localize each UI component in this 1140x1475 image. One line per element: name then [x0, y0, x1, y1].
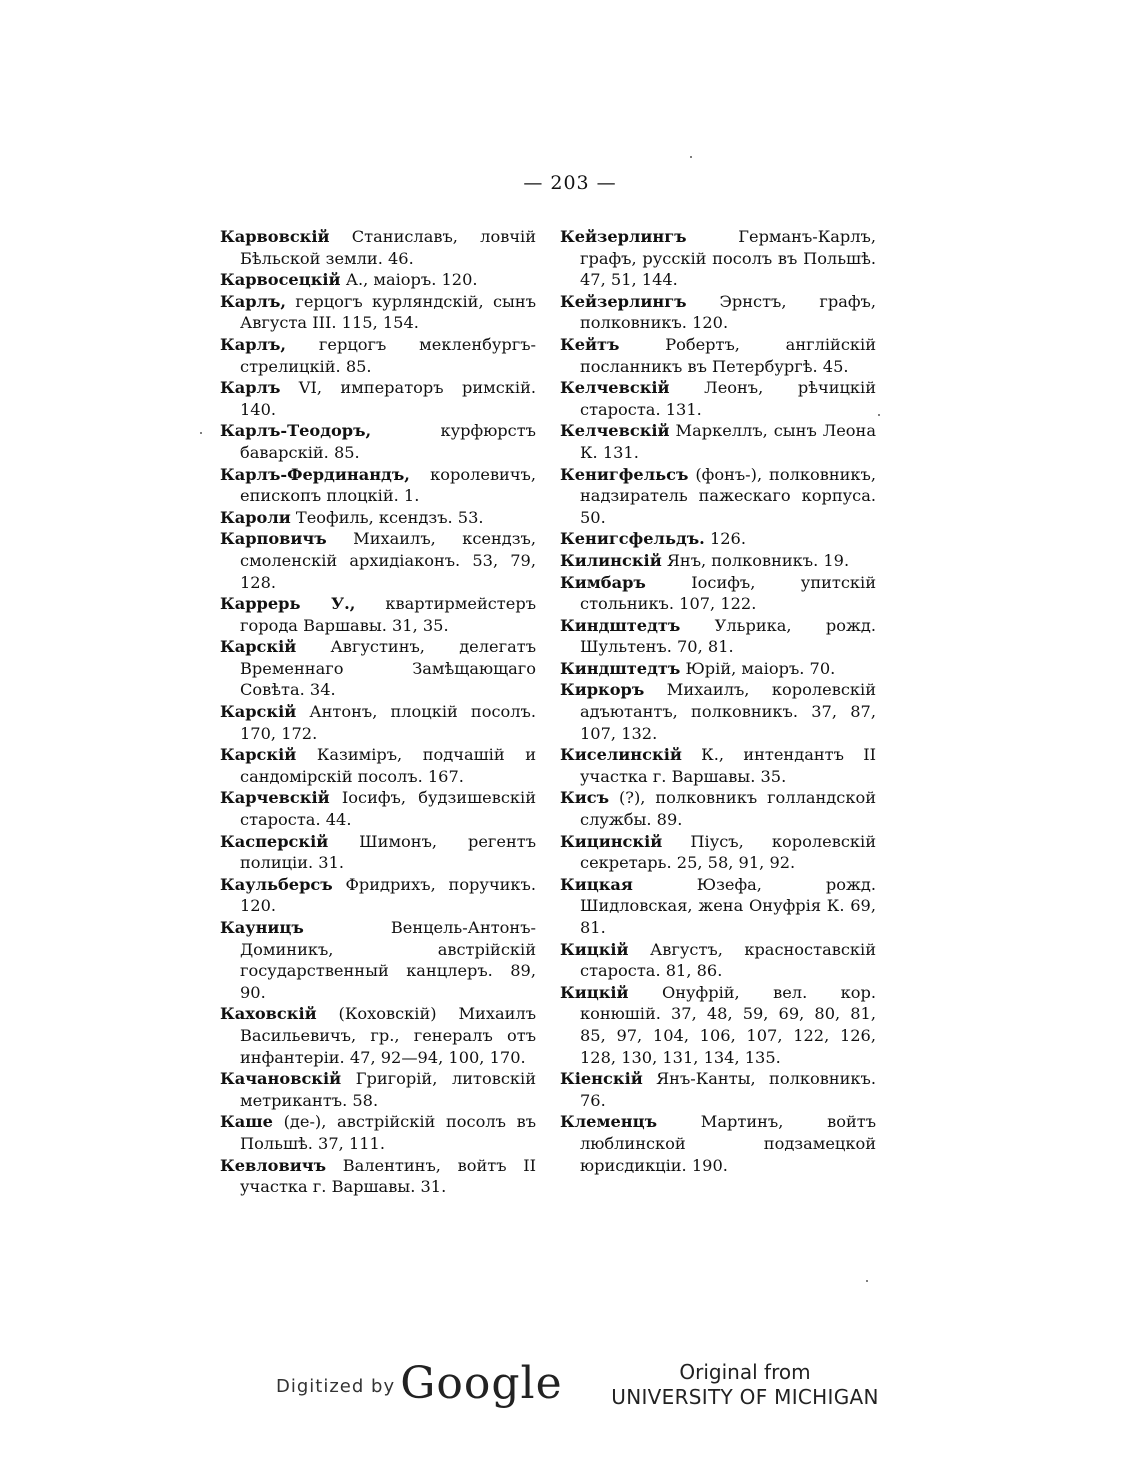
entry-text: квартирмейстеръ города Варшавы. 31, 35.	[240, 594, 536, 635]
entry-name: Кицкая	[560, 874, 633, 894]
entry-name: Карскій	[220, 702, 297, 722]
entry-name: Киндштедтъ	[560, 615, 681, 635]
entry-text: VI, императоръ римскій. 140.	[240, 378, 536, 419]
entry-name: Кенигфельсъ	[560, 464, 689, 484]
index-entry	[560, 658, 876, 680]
index-entry	[220, 420, 536, 463]
index-entry	[220, 636, 536, 701]
index-entry	[560, 226, 876, 291]
digitized-by-google	[276, 1358, 563, 1409]
entry-text: (фонъ-), полковникъ, надзиратель пажескаго корпуса. 50.	[580, 464, 876, 527]
entry-name: Касперскій	[220, 831, 329, 851]
entry-name: Карлъ	[220, 378, 281, 398]
index-entry	[220, 874, 536, 917]
index-entry	[220, 291, 536, 334]
index-entry	[560, 528, 876, 550]
entry-name: Карвосецкій	[220, 270, 341, 290]
entry-name: Карлъ,	[220, 291, 286, 311]
entry-text: Янъ, полковникъ. 19.	[661, 550, 850, 570]
entry-name: Кисъ	[560, 788, 610, 808]
entry-text: Юрій, маіоръ. 70.	[680, 658, 836, 678]
entry-text: Мартинъ, войтъ люблинской подзамецкой юрисдикціи. 190.	[580, 1112, 876, 1175]
entry-text: Іосифъ, упитскій стольникъ. 107, 122.	[580, 572, 876, 614]
entry-text: Августинъ, делегатъ Временнаго Замѣщающаго Совѣта. 34.	[240, 637, 536, 700]
entry-name: Клеменцъ	[560, 1112, 658, 1132]
entry-name: Кицкій	[560, 982, 629, 1002]
entry-name: Киселинскій	[560, 745, 682, 765]
entry-name: Келчевскій	[560, 378, 670, 398]
entry-name: Карлъ-Теодоръ,	[220, 421, 372, 441]
left-column	[220, 226, 536, 1198]
page-number: — 203 —	[523, 172, 617, 194]
entry-text: Антонъ, плоцкій посолъ. 170, 172.	[240, 702, 536, 743]
index-entry	[220, 1111, 536, 1154]
index-entry	[560, 982, 876, 1068]
entry-text: Робертъ, англійскій посланникъ въ Петербургѣ. 45.	[580, 334, 876, 376]
entry-name: Качановскій	[220, 1069, 342, 1089]
entry-text: (?), полковникъ голландской службы. 89.	[580, 788, 876, 830]
entry-name: Карповичъ	[220, 529, 327, 549]
entry-text: Юзефа, рожд. Шидловская, жена Онуфрія К. 69, 81.	[580, 874, 876, 937]
index-entry	[560, 334, 876, 377]
entry-name: Каше	[220, 1112, 273, 1132]
index-entry	[220, 917, 536, 1003]
entry-name: Карскій	[220, 745, 297, 765]
entry-text: герцогъ курляндскій, сынъ Августа III. 115, 154.	[240, 291, 536, 333]
index-entry	[560, 744, 876, 787]
scan-speck	[866, 1280, 868, 1282]
entry-text: Эрнстъ, графъ, полковникъ. 120.	[580, 291, 876, 333]
entry-text: К., интендантъ II участка г. Варшавы. 35.	[580, 745, 876, 786]
index-entry	[220, 744, 536, 787]
entry-name: Кейзерлингъ	[560, 227, 687, 246]
index-entry	[220, 593, 536, 636]
entry-text: А., маіоръ. 120.	[340, 270, 478, 290]
entry-text: Піусъ, королевскій секретарь. 25, 58, 91, 92.	[580, 831, 876, 873]
index-entry	[560, 874, 876, 939]
entry-text: Іосифъ, будзишевскій староста. 44.	[240, 788, 536, 830]
index-entry	[220, 831, 536, 874]
index-entry	[560, 679, 876, 744]
index-entry	[220, 701, 536, 744]
entry-name: Кицинскій	[560, 831, 663, 851]
entry-name: Келчевскій	[560, 421, 670, 441]
entry-name: Карлъ-Фердинандъ,	[220, 464, 410, 484]
index-entry	[560, 831, 876, 874]
index-entry	[560, 291, 876, 334]
scan-speck	[200, 432, 202, 434]
original-from-label: Original from	[679, 1360, 811, 1384]
index-entry	[560, 1111, 876, 1176]
entry-text: курфюрстъ баварскій. 85.	[240, 421, 536, 462]
entry-text: Казиміръ, подчашій и сандомірскій посолъ. 167.	[240, 745, 536, 786]
entry-text: Теофиль, ксендзъ. 53.	[290, 507, 484, 527]
entry-text: (Коховскій) Михаилъ Васильевичъ, гр., генералъ отъ инфантеріи. 47, 92—94, 100, 170.	[240, 1004, 536, 1067]
digitized-prefix: Digitized by	[276, 1376, 396, 1397]
index-entry	[220, 787, 536, 830]
google-logo: Google	[400, 1358, 563, 1409]
entry-text: Венцель-Антонъ-Доминикъ, австрійскій государственный канцлеръ. 89, 90.	[240, 918, 536, 1002]
entry-name: Карвовскій	[220, 227, 330, 246]
entry-text: (де-), австрійскій посолъ въ Польшѣ. 37, 111.	[240, 1112, 536, 1153]
index-entry	[220, 1068, 536, 1111]
scan-speck	[878, 414, 880, 416]
index-entry	[220, 528, 536, 593]
index-entry	[560, 1068, 876, 1111]
entry-text: 126.	[704, 529, 746, 549]
entry-text: Онуфрій, вел. кор. конюшій. 37, 48, 59, 69, 80, 81, 85, 97, 104, 106, 107, 122, 126, 128, 130, 131, 134, 135.	[580, 982, 876, 1067]
entry-text: Шимонъ, регентъ полиціи. 31.	[240, 831, 536, 873]
entry-name: Кевловичъ	[220, 1155, 327, 1175]
index-entry	[560, 420, 876, 463]
index-entry	[560, 464, 876, 529]
index-entry	[560, 550, 876, 572]
index-entry	[560, 377, 876, 420]
scan-speck	[690, 156, 692, 158]
entry-text: королевичъ, епископъ плоцкій. 1.	[240, 464, 536, 506]
right-column	[560, 226, 876, 1176]
entry-name: Кимбаръ	[560, 572, 646, 592]
index-entry	[560, 615, 876, 658]
entry-name: Каульберсъ	[220, 874, 333, 894]
entry-text: Леонъ, рѣчицкій староста. 131.	[580, 378, 876, 419]
university-name: UNIVERSITY OF MICHIGAN	[611, 1385, 879, 1409]
entry-text: Ульрика, рожд. Шультенъ. 70, 81.	[580, 615, 876, 657]
entry-name: Каховскій	[220, 1004, 317, 1024]
index-entry	[220, 464, 536, 507]
entry-text: Маркеллъ, сынъ Леона К. 131.	[580, 421, 876, 462]
entry-name: Каррерь У.,	[220, 594, 356, 614]
entry-name: Киндштедтъ	[560, 658, 681, 678]
index-entry	[560, 939, 876, 982]
entry-text: Михаилъ, ксендзъ, смоленскій архидіаконъ. 53, 79, 128.	[240, 529, 536, 592]
entry-name: Кицкій	[560, 939, 629, 959]
index-entry	[220, 377, 536, 420]
entry-text: Августъ, красноставскій староста. 81, 86.	[580, 939, 876, 981]
entry-text: Станиславъ, ловчій Бѣльской земли. 46.	[240, 227, 536, 268]
entry-name: Карлъ,	[220, 334, 286, 354]
entry-name: Карскій	[220, 637, 297, 657]
index-entry	[220, 334, 536, 377]
entry-name: Кейтъ	[560, 334, 620, 354]
entry-name: Карчевскій	[220, 788, 330, 808]
index-entry	[220, 1155, 536, 1198]
index-entry	[560, 787, 876, 830]
entry-text: герцогъ мекленбургъ-стрелицкій. 85.	[240, 334, 536, 376]
index-entry	[220, 1003, 536, 1068]
index-entry	[220, 269, 536, 291]
entry-name: Кауницъ	[220, 918, 304, 937]
entry-name: Кіенскій	[560, 1069, 643, 1089]
entry-text: Михаилъ, королевскій адъютантъ, полковникъ. 37, 87, 107, 132.	[580, 680, 876, 743]
entry-text: Григорій, литовскій метрикантъ. 58.	[240, 1069, 536, 1110]
entry-text: Фридрихъ, поручикъ. 120.	[240, 874, 536, 916]
footer-watermark	[0, 1358, 1140, 1418]
entry-text: Германъ-Карлъ, графъ, русскій посолъ въ Польшѣ. 47, 51, 144.	[580, 227, 876, 290]
entry-name: Кароли	[220, 507, 291, 527]
entry-name: Киркоръ	[560, 680, 645, 700]
entry-name: Кейзерлингъ	[560, 291, 687, 311]
original-from	[600, 1360, 890, 1410]
entry-name: Килинскій	[560, 550, 662, 570]
entry-text: Валентинъ, войтъ II участка г. Варшавы. 31.	[240, 1155, 536, 1197]
index-entry	[220, 226, 536, 269]
index-entry	[220, 507, 536, 529]
entry-name: Кенигсфельдъ.	[560, 529, 705, 549]
index-entry	[560, 572, 876, 615]
entry-text: Янъ-Канты, полковникъ. 76.	[580, 1069, 876, 1110]
